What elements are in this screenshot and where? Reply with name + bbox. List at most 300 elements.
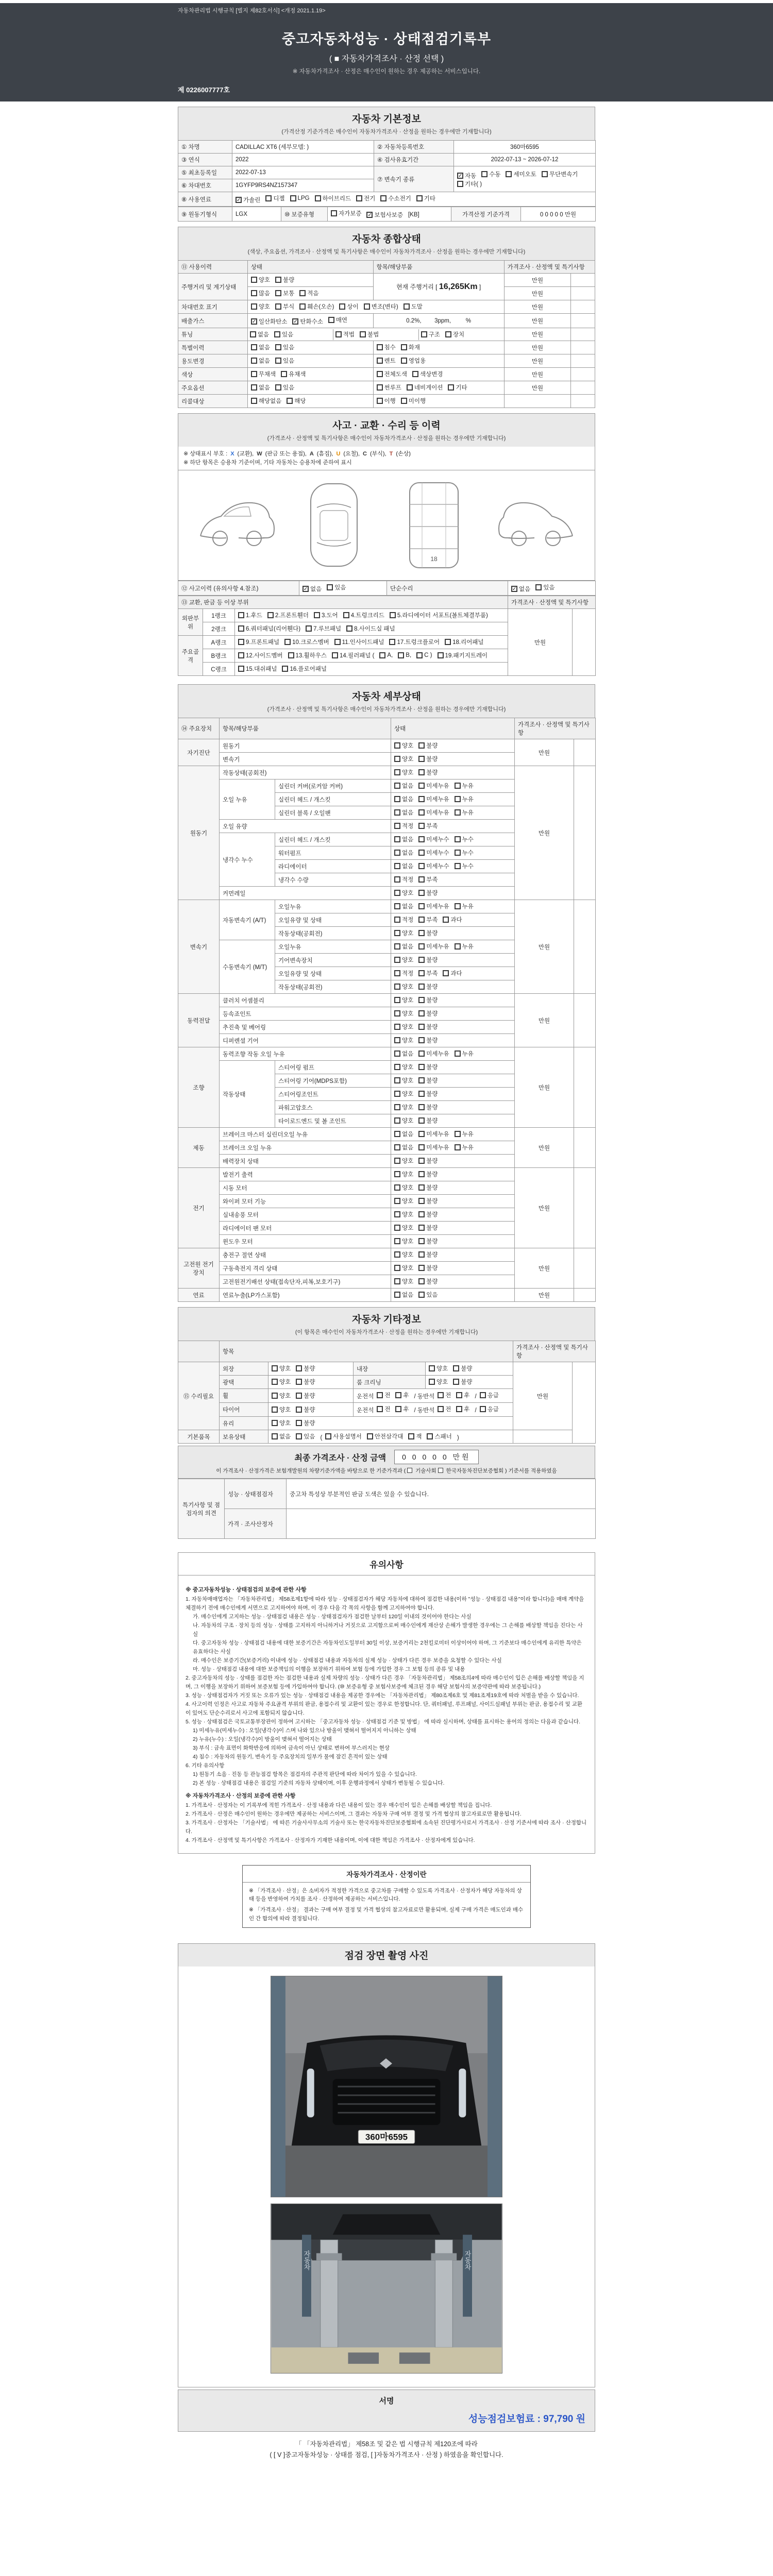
checkbox[interactable] — [394, 1158, 400, 1164]
checkbox[interactable] — [394, 850, 400, 856]
checkbox[interactable] — [455, 836, 461, 842]
checkbox[interactable] — [394, 876, 400, 883]
checkbox-label: 미세누수 — [426, 837, 449, 843]
room-cleaning-checks — [426, 1376, 513, 1389]
item-label: 라디에이터 팬 모터 — [220, 1222, 391, 1235]
checkbox[interactable] — [346, 625, 352, 632]
checkbox[interactable] — [412, 371, 418, 377]
checkbox[interactable] — [272, 1406, 278, 1413]
check-option — [251, 276, 270, 284]
checkbox[interactable] — [453, 1379, 459, 1385]
checkbox[interactable] — [394, 783, 400, 789]
photo-underbody-view — [271, 2204, 502, 2374]
checkbox[interactable] — [443, 917, 449, 923]
checkbox[interactable] — [377, 1406, 383, 1412]
engine-type-value: LGX — [232, 207, 281, 222]
checkbox[interactable] — [250, 331, 256, 337]
note-cell — [571, 395, 595, 408]
checkbox[interactable] — [394, 903, 400, 909]
checkbox-label: 불량 — [426, 1225, 438, 1231]
checkbox[interactable] — [380, 195, 386, 201]
basic-info-table — [178, 140, 596, 207]
check-option — [394, 1036, 413, 1044]
checkbox[interactable] — [418, 783, 425, 789]
checkbox[interactable] — [398, 652, 404, 658]
check-option — [394, 929, 413, 937]
checkbox[interactable] — [453, 1365, 459, 1371]
checkbox[interactable] — [394, 1050, 400, 1057]
checkbox[interactable] — [418, 1091, 425, 1097]
checkbox[interactable] — [418, 836, 425, 842]
checkbox-label: 미세누유 — [426, 944, 449, 950]
checkbox[interactable] — [455, 796, 461, 802]
checkbox[interactable] — [394, 1184, 400, 1191]
checkbox[interactable] — [480, 1392, 486, 1398]
checkbox[interactable] — [315, 195, 321, 201]
checkbox[interactable] — [394, 957, 400, 963]
check-option — [334, 638, 384, 646]
check-option — [287, 397, 306, 405]
usage-change-label: 용도변경 — [178, 354, 248, 368]
checkbox[interactable]: ✓ — [304, 586, 308, 592]
checkbox[interactable] — [394, 917, 400, 923]
exchange-header: ⑬ 교환, 판금 등 이상 부위 — [178, 596, 508, 609]
checkbox[interactable] — [456, 1392, 462, 1398]
checkbox-label: 7.루브패널 — [313, 626, 342, 632]
checkbox[interactable] — [394, 1077, 400, 1083]
checkbox[interactable] — [394, 742, 400, 749]
checkbox[interactable] — [418, 1050, 425, 1057]
checkbox[interactable] — [455, 809, 461, 816]
check-option — [251, 289, 270, 297]
checkbox[interactable] — [418, 823, 425, 829]
checkbox[interactable] — [377, 371, 383, 377]
rankC-label: C랭크 — [203, 663, 235, 676]
state-checks — [391, 967, 515, 980]
checkbox[interactable] — [401, 358, 407, 364]
checkbox[interactable] — [272, 1420, 278, 1426]
checkbox-label: 양호 — [402, 1011, 414, 1017]
checkbox[interactable] — [407, 384, 413, 391]
checkbox[interactable]: ✓ — [367, 212, 372, 218]
checkbox-label: 썬루프 — [384, 385, 401, 391]
checkbox[interactable] — [314, 612, 320, 618]
checkbox[interactable] — [394, 1211, 400, 1217]
checkbox[interactable] — [394, 970, 400, 976]
checkbox[interactable] — [288, 652, 294, 658]
checkbox[interactable] — [275, 277, 281, 283]
checkbox[interactable] — [377, 344, 383, 350]
checkbox[interactable] — [394, 823, 400, 829]
checkbox[interactable] — [416, 652, 423, 658]
checkbox-label: 부족 — [426, 917, 438, 923]
checkbox[interactable] — [377, 358, 383, 364]
checkbox-label: 스패너 — [434, 1434, 452, 1440]
checkbox[interactable] — [418, 1251, 425, 1258]
checkbox-label: 렌트 — [384, 358, 396, 364]
device-label: 동력전달 — [178, 994, 220, 1047]
checkbox[interactable] — [418, 1184, 425, 1191]
checkbox[interactable] — [394, 1198, 400, 1204]
checkbox-label: 색상변경 — [419, 371, 443, 378]
checkbox[interactable] — [401, 344, 407, 350]
checkbox[interactable] — [418, 1211, 425, 1217]
checkbox[interactable] — [296, 1406, 302, 1413]
checkbox[interactable] — [379, 652, 385, 658]
checkbox[interactable] — [455, 783, 461, 789]
checkbox[interactable] — [265, 195, 272, 201]
check-option — [281, 370, 306, 378]
checkbox[interactable] — [418, 1144, 425, 1150]
checkbox[interactable] — [418, 1037, 425, 1043]
checkbox[interactable] — [455, 850, 461, 856]
check-option — [394, 835, 413, 843]
checkbox[interactable] — [394, 1292, 400, 1298]
checkbox-label: 5.라디에이터 서포트(볼트체결부품) — [397, 613, 488, 619]
checkbox[interactable] — [325, 1433, 331, 1439]
checkbox[interactable]: ✓ — [512, 586, 517, 592]
checkbox[interactable] — [343, 612, 349, 618]
note-cell — [571, 381, 595, 395]
checkbox[interactable] — [377, 384, 383, 391]
checkbox[interactable] — [272, 1365, 278, 1371]
checkbox[interactable] — [238, 612, 244, 618]
check-option — [327, 583, 346, 591]
checkbox[interactable] — [296, 1433, 302, 1439]
price-cell: 만원 — [504, 328, 571, 341]
checkbox[interactable] — [480, 1406, 486, 1412]
checkbox[interactable] — [282, 666, 288, 672]
checkbox[interactable]: ✓ — [458, 173, 463, 179]
check-option — [455, 902, 474, 910]
check-option — [288, 651, 327, 659]
checkbox-label: 양호 — [402, 1252, 414, 1258]
checkbox[interactable] — [418, 1010, 425, 1016]
checkbox-label: C ) — [424, 652, 432, 658]
checkbox[interactable] — [438, 1468, 443, 1473]
check-option — [418, 875, 438, 884]
check-option — [535, 583, 554, 591]
checkbox[interactable] — [267, 612, 274, 618]
checkbox[interactable] — [394, 796, 400, 802]
note-cell — [571, 368, 595, 381]
checkbox[interactable] — [299, 290, 306, 296]
checkbox[interactable] — [395, 1392, 401, 1398]
check-option — [394, 862, 413, 870]
checkbox[interactable] — [395, 1406, 401, 1412]
checkbox[interactable] — [296, 1420, 302, 1426]
checkbox[interactable] — [404, 303, 410, 310]
checkbox[interactable] — [274, 331, 280, 337]
checkbox[interactable] — [275, 303, 281, 310]
checkbox[interactable] — [334, 639, 341, 645]
checkbox[interactable] — [438, 652, 444, 658]
checkbox[interactable] — [418, 1238, 425, 1244]
checkbox-label: 있음 — [283, 345, 295, 351]
price-cell: 만원 — [504, 354, 571, 368]
text-token: ( — [320, 1435, 323, 1441]
checkbox[interactable] — [429, 1365, 435, 1371]
checkbox[interactable] — [443, 970, 449, 976]
checkbox[interactable] — [364, 303, 370, 310]
checkbox[interactable] — [377, 398, 383, 404]
checkbox[interactable] — [377, 1392, 383, 1398]
checkbox[interactable] — [327, 584, 333, 590]
checkbox[interactable] — [394, 769, 400, 775]
price-cell: 만원 — [515, 766, 574, 900]
checkbox[interactable] — [394, 943, 400, 950]
checkbox[interactable] — [401, 398, 407, 404]
checkbox[interactable] — [455, 1050, 461, 1057]
checkbox[interactable]: ✓ — [251, 319, 257, 325]
checkbox[interactable] — [418, 903, 425, 909]
checkbox[interactable] — [418, 1077, 425, 1083]
checkbox[interactable] — [394, 1091, 400, 1097]
checkbox[interactable] — [445, 639, 451, 645]
checkbox[interactable] — [421, 331, 427, 337]
checkbox[interactable]: ✓ — [237, 197, 241, 203]
checkbox[interactable] — [418, 1198, 425, 1204]
check-option — [418, 835, 449, 843]
checkbox[interactable] — [535, 584, 542, 590]
checkbox[interactable] — [394, 1117, 400, 1124]
checkbox[interactable] — [367, 1433, 373, 1439]
checkbox[interactable] — [418, 997, 425, 1003]
checkbox[interactable] — [251, 277, 257, 283]
checkbox[interactable] — [418, 1131, 425, 1137]
checkbox-label: 도말 — [411, 304, 423, 310]
checkbox[interactable] — [299, 303, 306, 310]
page-subtitle: ( ■ 자동차가격조사 · 산정 선택 ) — [329, 55, 444, 63]
checkbox[interactable] — [394, 1010, 400, 1016]
car-name-value: CADILLAC XT6 (세부모델: ) — [232, 141, 374, 154]
accident-history-checks — [299, 581, 387, 596]
checkbox[interactable] — [296, 1393, 302, 1399]
final-price-note: 이 가격조사 · 산정가격은 보험개발원의 차량기준가액을 바탕으로 한 기준가격과 ( 기술사회 한국자동차진단보증협회 ) 기준서를 적용하였음 — [216, 1468, 557, 1474]
checkbox-label: 구조 — [428, 331, 440, 338]
check-option — [296, 1364, 315, 1372]
checkbox[interactable] — [251, 398, 257, 404]
checkbox[interactable] — [438, 1392, 444, 1398]
checkbox[interactable] — [427, 1433, 433, 1439]
checkbox[interactable] — [394, 809, 400, 816]
checkbox-label: 전체도색 — [384, 371, 407, 378]
check-option — [418, 982, 438, 991]
checkbox[interactable] — [394, 997, 400, 1003]
checkbox[interactable] — [328, 317, 334, 323]
checkbox[interactable] — [418, 1117, 425, 1124]
rank1-label: 1랭크 — [203, 609, 235, 622]
checkbox[interactable] — [394, 756, 400, 762]
checkbox[interactable] — [457, 181, 463, 187]
check-option — [272, 1378, 291, 1386]
checkbox-label: 후 — [464, 1406, 470, 1413]
checkbox[interactable] — [448, 384, 454, 391]
checkbox[interactable] — [389, 639, 395, 645]
checkbox[interactable] — [306, 625, 312, 632]
checkbox[interactable] — [418, 1278, 425, 1284]
checkbox[interactable] — [418, 1158, 425, 1164]
checkbox-label: 없음 — [402, 783, 414, 789]
checkbox[interactable] — [251, 371, 257, 377]
checkbox[interactable] — [394, 1024, 400, 1030]
checkbox[interactable] — [394, 890, 400, 896]
checkbox-label: 불량 — [304, 1420, 315, 1427]
checkbox[interactable] — [418, 890, 425, 896]
glass-checks — [268, 1417, 513, 1430]
item-label: 연료누출(LP가스포함) — [220, 1289, 391, 1302]
first-reg-label: ⑤ 최초등록일 — [178, 166, 232, 179]
checkbox-label: 사용설명서 — [333, 1434, 362, 1440]
rankA-label: A랭크 — [203, 636, 235, 649]
checkbox[interactable] — [418, 850, 425, 856]
checkbox[interactable] — [394, 863, 400, 869]
checkbox[interactable] — [408, 1433, 414, 1439]
checkbox[interactable] — [418, 863, 425, 869]
checkbox[interactable] — [418, 1292, 425, 1298]
checkbox[interactable] — [418, 970, 425, 976]
checkbox[interactable] — [455, 1144, 461, 1150]
checkbox[interactable] — [455, 1131, 461, 1137]
checkbox[interactable] — [251, 303, 257, 310]
checkbox[interactable] — [506, 171, 512, 177]
check-option — [360, 330, 379, 338]
check-option — [238, 651, 283, 659]
checkbox[interactable] — [275, 358, 281, 364]
checkbox[interactable] — [272, 1393, 278, 1399]
state-checks — [391, 779, 515, 793]
checkbox[interactable] — [275, 384, 281, 391]
wheel-label: 휠 — [220, 1389, 268, 1403]
checkbox[interactable] — [394, 1278, 400, 1284]
checkbox[interactable] — [394, 1251, 400, 1258]
checkbox[interactable] — [407, 1468, 412, 1473]
checkbox[interactable] — [287, 398, 293, 404]
checkbox[interactable] — [418, 769, 425, 775]
checkbox[interactable] — [251, 358, 257, 364]
checkbox[interactable] — [418, 809, 425, 816]
checkbox[interactable] — [418, 943, 425, 950]
checkbox[interactable] — [418, 1265, 425, 1271]
checkbox[interactable] — [394, 930, 400, 936]
check-option — [296, 1392, 315, 1400]
checkbox[interactable] — [418, 876, 425, 883]
checkbox[interactable] — [418, 742, 425, 749]
checkbox[interactable] — [390, 612, 396, 618]
checkbox[interactable] — [394, 1037, 400, 1043]
check-option — [394, 1076, 413, 1084]
checkbox[interactable] — [418, 930, 425, 936]
state-checks — [391, 1007, 515, 1021]
checkbox-label: 누유 — [462, 796, 474, 803]
check-option — [438, 1405, 451, 1413]
checkbox[interactable] — [331, 210, 337, 216]
checkbox-label: 불량 — [426, 1185, 438, 1191]
checkbox[interactable] — [394, 1238, 400, 1244]
checkbox[interactable] — [332, 652, 338, 658]
checkbox[interactable] — [251, 384, 257, 391]
checkbox[interactable] — [290, 195, 296, 201]
item-label: 실린더 블록 / 오일팬 — [275, 806, 391, 820]
state-checks — [391, 1235, 515, 1248]
checkbox[interactable] — [455, 863, 461, 869]
checkbox[interactable] — [238, 639, 244, 645]
checkbox[interactable] — [394, 1104, 400, 1110]
checkbox[interactable] — [416, 195, 423, 201]
checkbox[interactable] — [542, 171, 548, 177]
checkbox[interactable] — [418, 917, 425, 923]
checkbox[interactable] — [275, 344, 281, 350]
checkbox[interactable] — [251, 344, 257, 350]
check-option — [418, 1023, 438, 1031]
checkbox[interactable] — [418, 756, 425, 762]
checkbox[interactable] — [418, 1064, 425, 1070]
check-option — [418, 1116, 438, 1125]
checkbox[interactable] — [238, 652, 244, 658]
checkbox[interactable] — [456, 1406, 462, 1412]
checkbox[interactable] — [281, 371, 287, 377]
checkbox[interactable] — [394, 1225, 400, 1231]
checkbox[interactable] — [272, 1433, 278, 1439]
checkbox[interactable] — [272, 1379, 278, 1385]
legend-token: (요철), — [343, 451, 360, 457]
check-option — [481, 170, 500, 178]
checkbox[interactable] — [445, 331, 451, 337]
checkbox[interactable] — [418, 957, 425, 963]
checkbox[interactable] — [335, 331, 342, 337]
checkbox[interactable] — [429, 1379, 435, 1385]
checkbox[interactable] — [418, 796, 425, 802]
checkbox[interactable] — [455, 903, 461, 909]
checkbox[interactable] — [238, 666, 244, 672]
checkbox[interactable] — [438, 1406, 444, 1412]
checkbox[interactable] — [356, 195, 362, 201]
checkbox[interactable] — [251, 290, 257, 296]
checkbox[interactable] — [394, 1265, 400, 1271]
checkbox[interactable] — [418, 1225, 425, 1231]
check-option — [394, 1237, 413, 1245]
checkbox[interactable] — [418, 1104, 425, 1110]
checkbox[interactable] — [296, 1365, 302, 1371]
checkbox[interactable] — [284, 639, 291, 645]
checkbox[interactable] — [275, 290, 281, 296]
checkbox[interactable]: ✓ — [293, 319, 298, 325]
checkbox[interactable] — [418, 1024, 425, 1030]
checkbox[interactable] — [394, 1171, 400, 1177]
checkbox[interactable] — [394, 836, 400, 842]
checkbox[interactable] — [418, 1171, 425, 1177]
checkbox[interactable] — [360, 331, 366, 337]
checkbox[interactable] — [394, 1144, 400, 1150]
checkbox[interactable] — [296, 1379, 302, 1385]
checkbox[interactable] — [394, 1131, 400, 1137]
legend-token: X — [230, 451, 234, 457]
check-option — [292, 317, 323, 326]
item-label: 작동상태(공회전) — [275, 980, 391, 994]
recall-done-checks — [373, 395, 504, 408]
text-token: / 동반석 — [414, 1408, 435, 1414]
checkbox[interactable] — [418, 984, 425, 990]
checkbox[interactable] — [455, 943, 461, 950]
checkbox[interactable] — [394, 1064, 400, 1070]
checkbox[interactable] — [238, 625, 244, 632]
checkbox[interactable] — [339, 303, 345, 310]
checkbox-label: 전 — [445, 1406, 451, 1413]
checkbox[interactable] — [394, 984, 400, 990]
check-option — [421, 330, 440, 338]
checkbox[interactable] — [481, 171, 488, 177]
col-price: 가격조사 · 산정액 및 특기사항 — [513, 1341, 596, 1362]
